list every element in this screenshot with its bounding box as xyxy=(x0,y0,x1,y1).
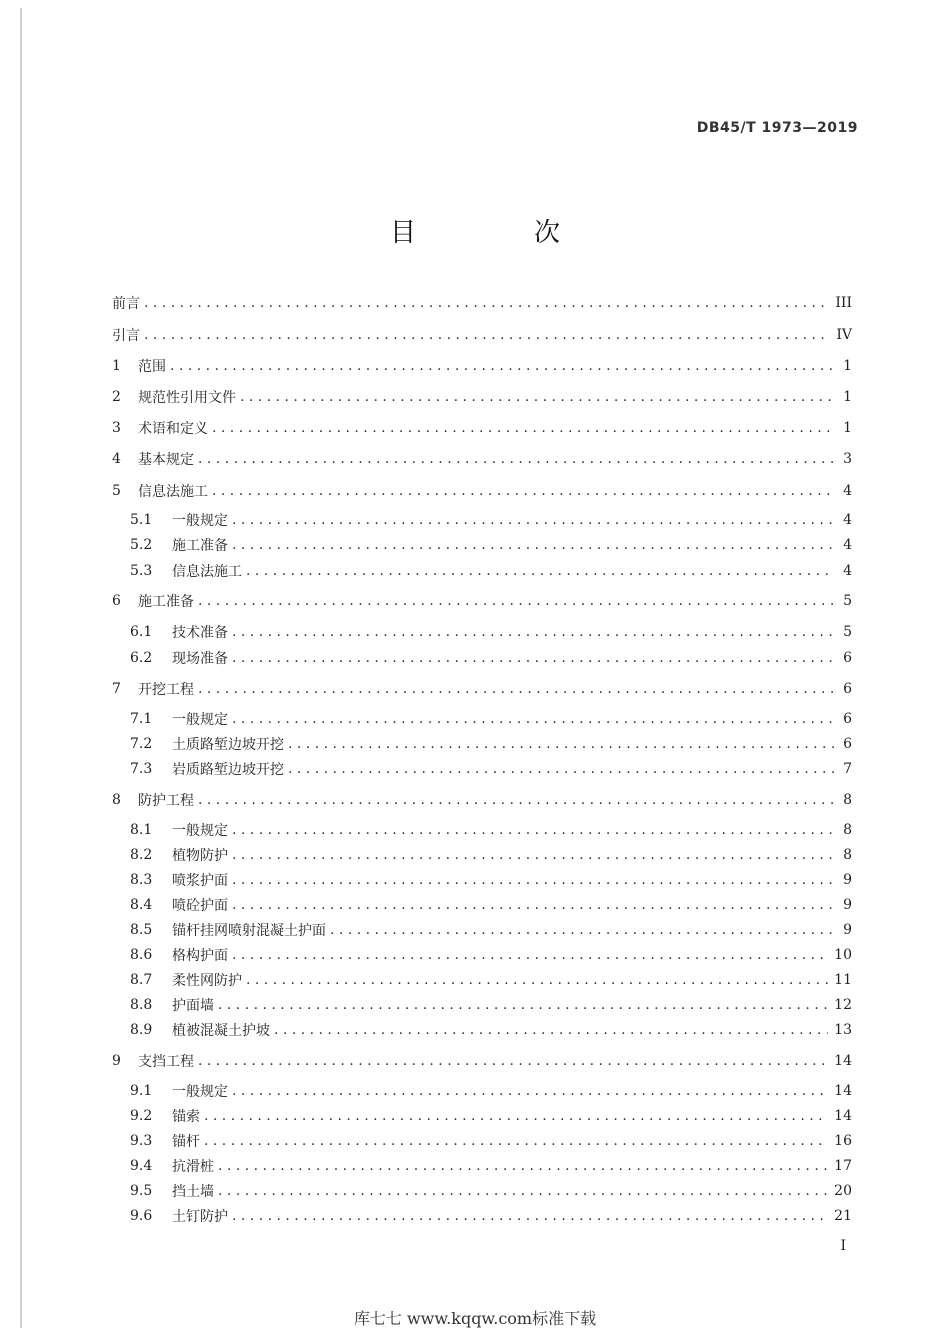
toc-entry-page: 14 xyxy=(834,1053,852,1069)
toc-leader-dots xyxy=(232,822,834,838)
toc-entry[interactable] xyxy=(112,292,852,314)
toc-entry[interactable] xyxy=(112,386,852,408)
toc-leader-dots xyxy=(288,761,834,777)
toc-leader-dots xyxy=(232,650,834,666)
toc-entry-number: 7.3 xyxy=(130,761,153,777)
toc-entry-number: 8.6 xyxy=(130,947,153,963)
toc-entry-number: 9.6 xyxy=(130,1208,153,1224)
toc-entry-label: 施工准备 xyxy=(172,538,228,554)
toc-entry[interactable] xyxy=(112,355,852,377)
toc-entry-label: 挡土墙 xyxy=(172,1184,214,1200)
toc-entry[interactable] xyxy=(112,678,852,700)
toc-entry[interactable] xyxy=(112,1180,852,1202)
toc-entry-page: 6 xyxy=(843,681,852,697)
toc-entry[interactable] xyxy=(112,621,852,643)
toc-entry-number: 8.9 xyxy=(130,1022,153,1038)
toc-entry-page: 9 xyxy=(843,922,852,938)
toc-leader-dots xyxy=(232,947,828,963)
toc-entry-page: 10 xyxy=(834,947,852,963)
toc-leader-dots xyxy=(232,1208,828,1224)
toc-entry-label: 范围 xyxy=(138,359,166,375)
toc-leader-dots xyxy=(218,1183,828,1199)
toc-entry-label: 术语和定义 xyxy=(138,421,208,437)
toc-entry[interactable] xyxy=(112,819,852,841)
toc-entry-page: 8 xyxy=(843,792,852,808)
toc-entry-label: 规范性引用文件 xyxy=(138,390,236,406)
toc-entry-page: 4 xyxy=(843,483,852,499)
toc-entry-page: 5 xyxy=(843,593,852,609)
toc-entry-number: 9.1 xyxy=(130,1083,153,1099)
toc-entry-number: 7.1 xyxy=(130,711,153,727)
toc-leader-dots xyxy=(232,897,834,913)
toc-entry-label: 喷浆护面 xyxy=(172,873,228,889)
toc-entry-label: 土钉防护 xyxy=(172,1209,228,1225)
toc-leader-dots xyxy=(198,451,834,467)
toc-entry-label: 锚杆 xyxy=(172,1134,200,1150)
toc-entry-number: 9.4 xyxy=(130,1158,153,1174)
toc-entry-label: 格构护面 xyxy=(172,948,228,964)
toc-entry-number: 5 xyxy=(112,483,121,499)
toc-entry-page: 6 xyxy=(843,650,852,666)
toc-entry[interactable] xyxy=(112,894,852,916)
toc-entry-label: 岩质路堑边坡开挖 xyxy=(172,762,284,778)
binding-margin-line xyxy=(20,8,22,1328)
toc-entry-label: 引言 xyxy=(112,328,140,344)
toc-leader-dots xyxy=(330,922,834,938)
toc-entry-label: 植物防护 xyxy=(172,848,228,864)
toc-leader-dots xyxy=(232,1083,828,1099)
toc-entry[interactable] xyxy=(112,844,852,866)
toc-entry-page: IV xyxy=(836,327,852,343)
toc-leader-dots xyxy=(232,624,834,640)
toc-leader-dots xyxy=(198,792,834,808)
toc-entry-page: 14 xyxy=(834,1108,852,1124)
page-number: I xyxy=(840,1238,846,1254)
toc-entry-label: 现场准备 xyxy=(172,651,228,667)
toc-leader-dots xyxy=(204,1108,828,1124)
toc-entry[interactable] xyxy=(112,708,852,730)
toc-entry-label: 前言 xyxy=(112,296,140,312)
toc-title: 目 次 xyxy=(389,218,606,248)
toc-entry-label: 抗滑桩 xyxy=(172,1159,214,1175)
toc-entry-number: 5.1 xyxy=(130,512,153,528)
toc-entry[interactable] xyxy=(112,789,852,811)
toc-entry-number: 6.1 xyxy=(130,624,153,640)
toc-leader-dots xyxy=(232,711,834,727)
toc-entry[interactable] xyxy=(112,647,852,669)
toc-leader-dots xyxy=(240,389,834,405)
toc-entry-number: 8.3 xyxy=(130,872,153,888)
toc-entry[interactable] xyxy=(112,590,852,612)
toc-entry[interactable] xyxy=(112,1019,852,1041)
toc-leader-dots xyxy=(144,327,830,343)
toc-entry-page: 6 xyxy=(843,736,852,752)
toc-entry-page: 5 xyxy=(843,624,852,640)
toc-entry-page: 1 xyxy=(843,420,852,436)
toc-entry-number: 8.8 xyxy=(130,997,153,1013)
toc-entry[interactable] xyxy=(112,560,852,582)
toc-entry-number: 6 xyxy=(112,593,121,609)
toc-entry-page: 14 xyxy=(834,1083,852,1099)
toc-entry-label: 信息法施工 xyxy=(172,564,242,580)
toc-entry-number: 8 xyxy=(112,792,121,808)
toc-entry[interactable] xyxy=(112,1080,852,1102)
toc-entry-page: 1 xyxy=(843,389,852,405)
toc-entry-page: 1 xyxy=(843,358,852,374)
toc-entry-label: 一般规定 xyxy=(172,513,228,529)
toc-entry[interactable] xyxy=(112,534,852,556)
toc-leader-dots xyxy=(288,736,834,752)
toc-entry-number: 6.2 xyxy=(130,650,153,666)
toc-entry-number: 7.2 xyxy=(130,736,153,752)
toc-leader-dots xyxy=(198,593,834,609)
toc-leader-dots xyxy=(204,1133,828,1149)
toc-leader-dots xyxy=(232,847,834,863)
toc-leader-dots xyxy=(144,295,829,311)
toc-entry-page: 3 xyxy=(843,451,852,467)
toc-entry-page: 9 xyxy=(843,872,852,888)
toc-entry-page: 6 xyxy=(843,711,852,727)
toc-entry-number: 8.2 xyxy=(130,847,153,863)
toc-leader-dots xyxy=(212,483,834,499)
toc-entry-number: 5.3 xyxy=(130,563,153,579)
toc-entry[interactable] xyxy=(112,758,852,780)
toc-leader-dots xyxy=(232,872,834,888)
toc-entry[interactable] xyxy=(112,1050,852,1072)
toc-entry[interactable] xyxy=(112,1130,852,1152)
toc-entry-page: 8 xyxy=(843,847,852,863)
toc-entry-number: 9.5 xyxy=(130,1183,153,1199)
toc-leader-dots xyxy=(274,1022,828,1038)
toc-entry[interactable] xyxy=(112,480,852,502)
toc-entry-number: 8.4 xyxy=(130,897,153,913)
toc-entry-page: 20 xyxy=(834,1183,852,1199)
toc-entry-number: 9.3 xyxy=(130,1133,153,1149)
toc-entry-label: 一般规定 xyxy=(172,712,228,728)
toc-entry-page: 8 xyxy=(843,822,852,838)
footer-watermark: 库七七 www.kqqw.com标准下载 xyxy=(353,1309,597,1328)
toc-entry-label: 锚索 xyxy=(172,1109,200,1125)
toc-entry[interactable] xyxy=(112,509,852,531)
toc-entry-page: 4 xyxy=(843,563,852,579)
toc-entry[interactable] xyxy=(112,733,852,755)
toc-entry-page: 11 xyxy=(834,972,852,988)
toc-entry-page: 4 xyxy=(843,512,852,528)
toc-leader-dots xyxy=(170,358,834,374)
toc-entry-label: 技术准备 xyxy=(172,625,228,641)
toc-entry-page: 16 xyxy=(834,1133,852,1149)
toc-entry-page: 7 xyxy=(843,761,852,777)
toc-entry-page: 12 xyxy=(834,997,852,1013)
toc-entry-number: 5.2 xyxy=(130,537,153,553)
toc-entry-page: 9 xyxy=(843,897,852,913)
toc-entry[interactable] xyxy=(112,994,852,1016)
toc-entry-page: III xyxy=(835,295,852,311)
toc-entry-label: 施工准备 xyxy=(138,594,194,610)
toc-entry[interactable] xyxy=(112,448,852,470)
toc-entry-page: 17 xyxy=(834,1158,852,1174)
toc-entry-page: 13 xyxy=(834,1022,852,1038)
toc-entry-label: 开挖工程 xyxy=(138,682,194,698)
toc-entry-number: 8.1 xyxy=(130,822,153,838)
toc-entry-label: 一般规定 xyxy=(172,1084,228,1100)
toc-entry[interactable] xyxy=(112,324,852,346)
toc-entry[interactable] xyxy=(112,1205,852,1227)
toc-leader-dots xyxy=(218,1158,828,1174)
toc-entry-label: 基本规定 xyxy=(138,452,194,468)
toc-entry-page: 21 xyxy=(834,1208,852,1224)
toc-entry-number: 4 xyxy=(112,451,121,467)
toc-entry-label: 护面墙 xyxy=(172,998,214,1014)
toc-leader-dots xyxy=(246,563,834,579)
toc-entry[interactable] xyxy=(112,417,852,439)
toc-leader-dots xyxy=(212,420,834,436)
toc-entry-number: 1 xyxy=(112,358,121,374)
toc-entry-number: 7 xyxy=(112,681,121,697)
toc-entry-label: 土质路堑边坡开挖 xyxy=(172,737,284,753)
toc-leader-dots xyxy=(198,1053,828,1069)
toc-entry[interactable] xyxy=(112,944,852,966)
toc-entry-label: 信息法施工 xyxy=(138,484,208,500)
toc-entry-label: 一般规定 xyxy=(172,823,228,839)
toc-entry-label: 支挡工程 xyxy=(138,1054,194,1070)
toc-leader-dots xyxy=(232,512,834,528)
toc-entry-number: 9.2 xyxy=(130,1108,153,1124)
document-code: DB45/T 1973—2019 xyxy=(696,120,858,136)
toc-entry[interactable] xyxy=(112,969,852,991)
toc-entry-number: 9 xyxy=(112,1053,121,1069)
toc-entry-number: 8.7 xyxy=(130,972,153,988)
toc-entry[interactable] xyxy=(112,869,852,891)
toc-entry-label: 防护工程 xyxy=(138,793,194,809)
toc-leader-dots xyxy=(246,972,828,988)
toc-entry[interactable] xyxy=(112,919,852,941)
toc-entry-number: 3 xyxy=(112,420,121,436)
toc-entry-number: 8.5 xyxy=(130,922,153,938)
toc-entry-label: 柔性网防护 xyxy=(172,973,242,989)
toc-entry-label: 锚杆挂网喷射混凝土护面 xyxy=(172,923,326,939)
toc-entry[interactable] xyxy=(112,1105,852,1127)
toc-entry-label: 植被混凝土护坡 xyxy=(172,1023,270,1039)
toc-leader-dots xyxy=(198,681,834,697)
toc-leader-dots xyxy=(232,537,834,553)
toc-entry-number: 2 xyxy=(112,389,121,405)
toc-entry-label: 喷砼护面 xyxy=(172,898,228,914)
toc-leader-dots xyxy=(218,997,828,1013)
toc-entry[interactable] xyxy=(112,1155,852,1177)
toc-entry-page: 4 xyxy=(843,537,852,553)
